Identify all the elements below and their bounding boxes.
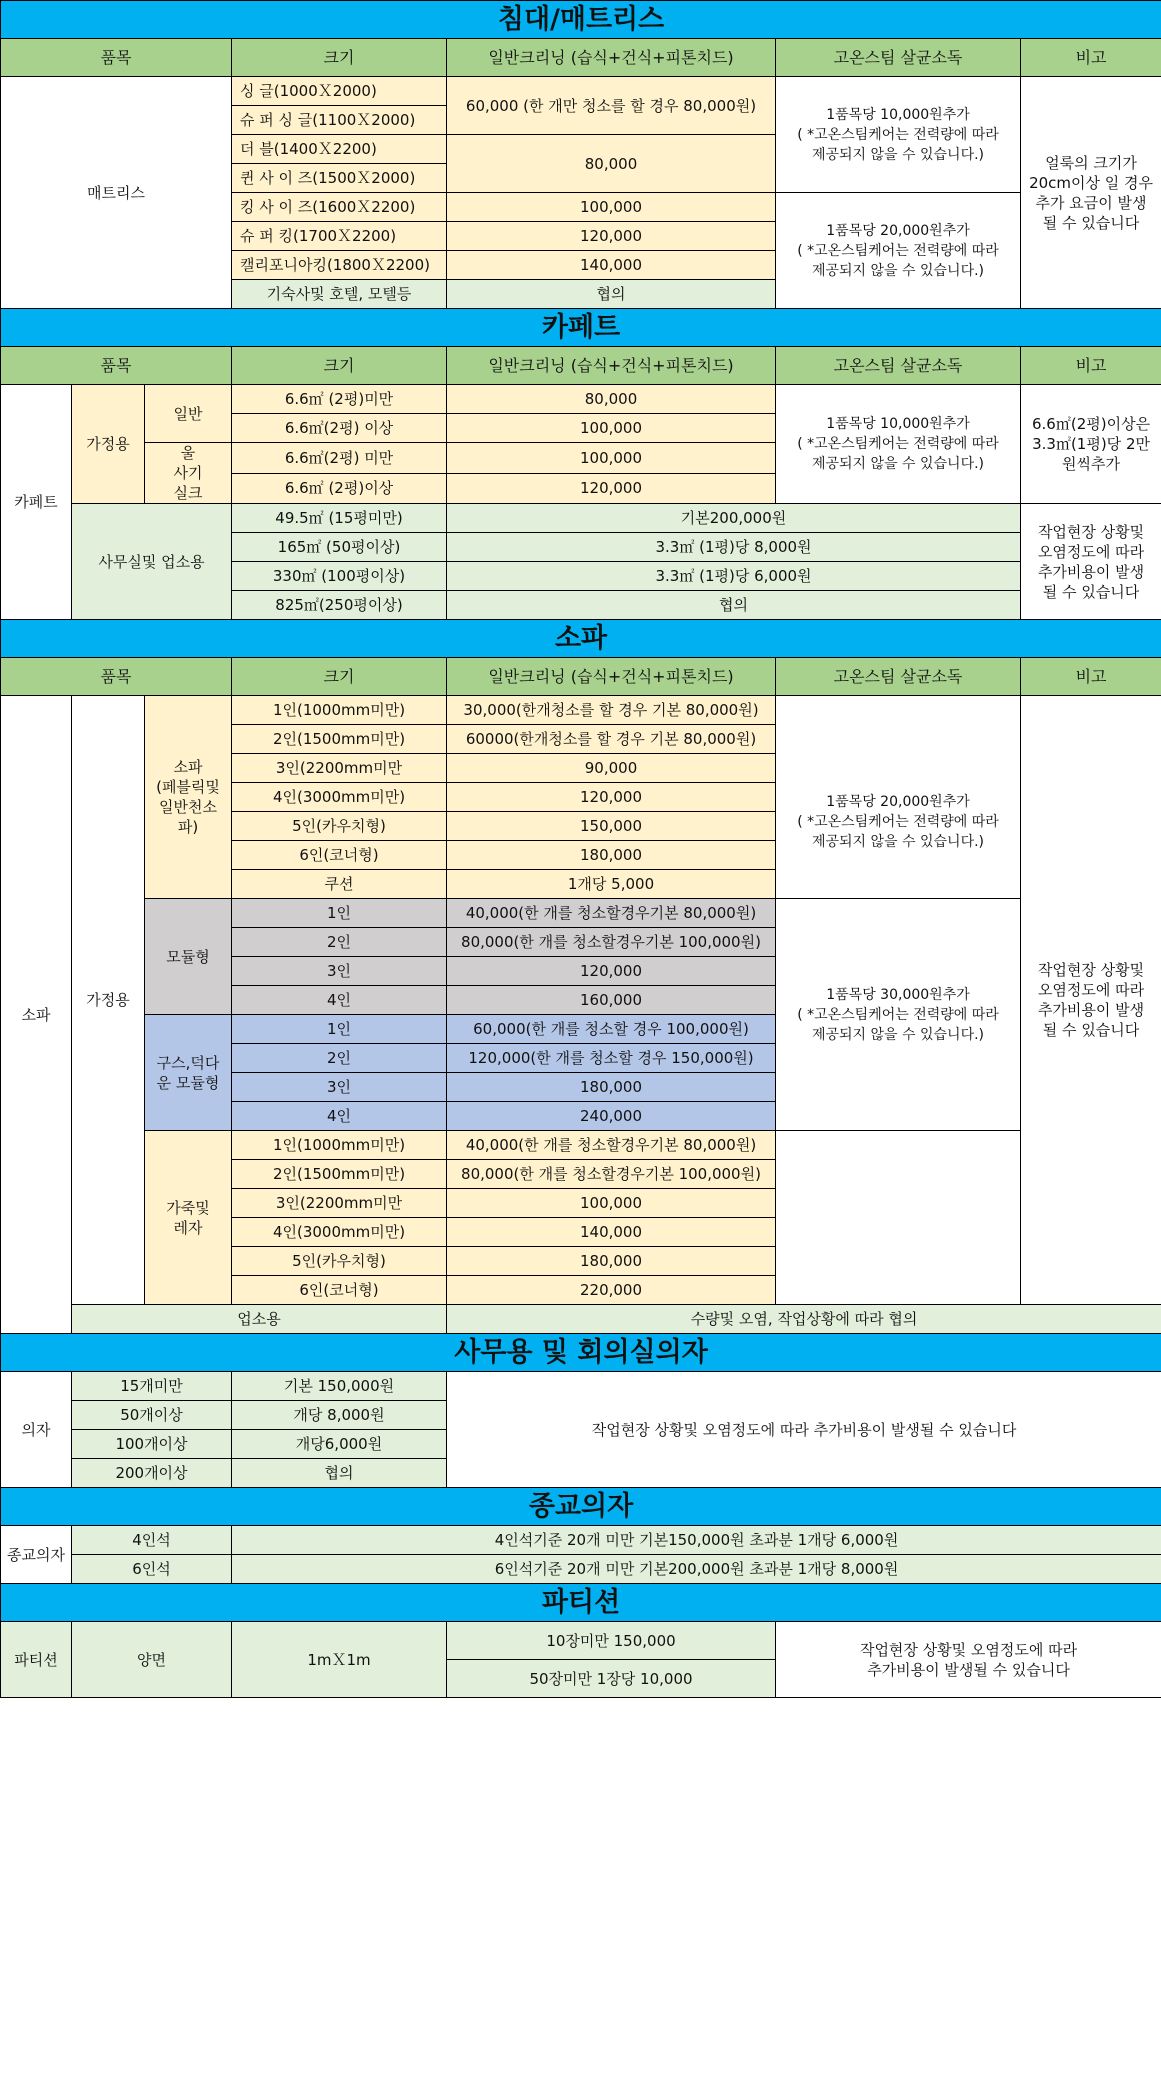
price-cell: 180,000 xyxy=(447,1247,776,1276)
table-row xyxy=(1,1372,1161,1401)
partition-title: 파티션 xyxy=(1,1584,1161,1622)
type-cell: 4인석 xyxy=(72,1526,232,1555)
section-title-chair xyxy=(1,1334,1161,1372)
header-note: 비고 xyxy=(1021,347,1161,385)
header-steam: 고온스팀 살균소독 xyxy=(776,347,1021,385)
carpet-item: 카페트 xyxy=(1,385,72,620)
price-cell: 60,000(한 개를 청소할 경우 100,000원) xyxy=(447,1015,776,1044)
size-cell: 6.6㎡(2평) 이상 xyxy=(232,414,447,443)
size-cell: 1인(1000mm미만) xyxy=(232,1131,447,1160)
price-cell: 240,000 xyxy=(447,1102,776,1131)
sofa-fabric-label: 소파 (페블릭및 일반천소 파) xyxy=(145,696,232,899)
header-steam: 고온스팀 살균소독 xyxy=(776,658,1021,696)
price-cell: 90,000 xyxy=(447,754,776,783)
carpet-office: 사무실및 업소용 xyxy=(72,504,232,620)
size-cell: 6.6㎡ (2평)이상 xyxy=(232,473,447,504)
price-cell: 120,000 xyxy=(447,957,776,986)
header-size: 크기 xyxy=(232,658,447,696)
price-cell: 3.3㎡ (1평)당 6,000원 xyxy=(447,562,1021,591)
steam-cell: 1품목당 20,000원추가 ( *고온스팀케어는 전력량에 따라 제공되지 않을 수 있습니다.) xyxy=(776,193,1021,309)
size-cell: 4인(3000mm미만) xyxy=(232,783,447,812)
price-cell: 6인석기준 20개 미만 기본200,000원 초과분 1개당 8,000원 xyxy=(232,1555,1161,1584)
carpet-home: 가정용 xyxy=(72,385,145,504)
size-cell: 3인 xyxy=(232,1073,447,1102)
partition-note: 작업현장 상황및 오염정도에 따라 추가비용이 발생될 수 있습니다 xyxy=(776,1622,1161,1698)
price-cell: 3.3㎡ (1평)당 8,000원 xyxy=(447,533,1021,562)
section-title-mattress xyxy=(1,1,1161,39)
price-cell: 80,000 xyxy=(447,135,776,193)
section-title-carpet xyxy=(1,309,1161,347)
price-cell: 개당 8,000원 xyxy=(232,1401,447,1430)
price-cell: 100,000 xyxy=(447,1189,776,1218)
size-cell: 49.5㎡ (15평미만) xyxy=(232,504,447,533)
price-cell: 협의 xyxy=(447,591,1021,620)
size-cell: 3인(2200mm미만 xyxy=(232,1189,447,1218)
header-size: 크기 xyxy=(232,347,447,385)
price-cell: 100,000 xyxy=(447,193,776,222)
size-cell: 6.6㎡(2평) 미만 xyxy=(232,443,447,474)
size-cell: 2인 xyxy=(232,928,447,957)
type-cell: 6인석 xyxy=(72,1555,232,1584)
header-note: 비고 xyxy=(1021,658,1161,696)
size-cell: 6.6㎡ (2평)미만 xyxy=(232,385,447,414)
section-title-sofa xyxy=(1,620,1161,658)
header-note: 비고 xyxy=(1021,39,1161,77)
price-cell: 10장미만 150,000 xyxy=(447,1622,776,1660)
header-item: 품목 xyxy=(1,347,232,385)
table-row xyxy=(1,77,1161,106)
price-cell: 30,000(한개청소를 할 경우 기본 80,000원) xyxy=(447,696,776,725)
table-row xyxy=(1,1555,1161,1584)
price-cell: 120,000(한 개를 청소할 경우 150,000원) xyxy=(447,1044,776,1073)
header-steam: 고온스팀 살균소독 xyxy=(776,39,1021,77)
table-row xyxy=(1,696,1161,725)
size-cell: 4인 xyxy=(232,986,447,1015)
qty-cell: 200개이상 xyxy=(72,1459,232,1488)
sofa-business-price: 수량및 오염, 작업상황에 따라 협의 xyxy=(447,1305,1161,1334)
pew-item: 종교의자 xyxy=(1,1526,72,1584)
price-cell: 100,000 xyxy=(447,414,776,443)
section-title-pew xyxy=(1,1488,1161,1526)
size-cell: 4인 xyxy=(232,1102,447,1131)
carpet-title: 카페트 xyxy=(1,309,1161,347)
price-cell: 개당6,000원 xyxy=(232,1430,447,1459)
steam-cell-empty xyxy=(776,1131,1021,1305)
size-cell: 쿠션 xyxy=(232,870,447,899)
header-item: 품목 xyxy=(1,39,232,77)
qty-cell: 15개미만 xyxy=(72,1372,232,1401)
sofa-goose-label: 구스,덕다 운 모듈형 xyxy=(145,1015,232,1131)
size-cell: 캘리포니아킹(1800Ｘ2200) xyxy=(232,251,447,280)
header-size: 크기 xyxy=(232,39,447,77)
pew-title: 종교의자 xyxy=(1,1488,1161,1526)
price-cell: 기본200,000원 xyxy=(447,504,1021,533)
size-cell: 5인(카우치형) xyxy=(232,1247,447,1276)
table-row xyxy=(1,1305,1161,1334)
size-cell: 퀸 사 이 즈(1500Ｘ2000) xyxy=(232,164,447,193)
carpet-header-row xyxy=(1,347,1161,385)
size-cell: 1인 xyxy=(232,899,447,928)
sofa-modular-label: 모듈형 xyxy=(145,899,232,1015)
price-cell: 100,000 xyxy=(447,443,776,474)
qty-cell: 100개이상 xyxy=(72,1430,232,1459)
price-cell: 150,000 xyxy=(447,812,776,841)
table-row xyxy=(1,899,1161,928)
sofa-home: 가정용 xyxy=(72,696,145,1305)
size-cell: 1인 xyxy=(232,1015,447,1044)
size-cell: 3인 xyxy=(232,957,447,986)
size-cell: 1인(1000mm미만) xyxy=(232,696,447,725)
carpet-general-type: 일반 xyxy=(145,385,232,443)
price-cell: 180,000 xyxy=(447,1073,776,1102)
size-cell: 6인(코너형) xyxy=(232,841,447,870)
price-cell: 160,000 xyxy=(447,986,776,1015)
steam-cell: 1품목당 10,000원추가 ( *고온스팀케어는 전력량에 따라 제공되지 않을 수 있습니다.) xyxy=(776,385,1021,504)
sofa-business: 업소용 xyxy=(72,1305,447,1334)
sofa-item: 소파 xyxy=(1,696,72,1334)
table-row xyxy=(1,504,1161,533)
price-cell: 40,000(한 개를 청소할경우기본 80,000원) xyxy=(447,899,776,928)
size-cell: 2인(1500mm미만) xyxy=(232,725,447,754)
price-cell: 80,000(한 개를 청소할경우기본 100,000원) xyxy=(447,1160,776,1189)
size-cell: 6인(코너형) xyxy=(232,1276,447,1305)
price-cell: 60,000 (한 개만 청소를 할 경우 80,000원) xyxy=(447,77,776,135)
size-cell: 슈 퍼 킹(1700Ｘ2200) xyxy=(232,222,447,251)
size-cell: 5인(카우치형) xyxy=(232,812,447,841)
table-row xyxy=(1,1131,1161,1160)
carpet-wool-type: 울 사기 실크 xyxy=(145,443,232,504)
table-row xyxy=(1,385,1161,414)
sofa-title: 소파 xyxy=(1,620,1161,658)
sofa-header-row xyxy=(1,658,1161,696)
table-row xyxy=(1,1526,1161,1555)
table-row xyxy=(1,1622,1161,1660)
chair-note: 작업현장 상황및 오염정도에 따라 추가비용이 발생될 수 있습니다 xyxy=(447,1372,1161,1488)
price-cell: 기본 150,000원 xyxy=(232,1372,447,1401)
price-cell: 1개당 5,000 xyxy=(447,870,776,899)
size-cell: 825㎡(250평이상) xyxy=(232,591,447,620)
price-cell: 협의 xyxy=(232,1459,447,1488)
note-cell: 얼룩의 크기가 20cm이상 일 경우 추가 요금이 발생 될 수 있습니다 xyxy=(1021,77,1161,309)
header-general: 일반크리닝 (습식+건식+피톤치드) xyxy=(447,39,776,77)
header-general: 일반크리닝 (습식+건식+피톤치드) xyxy=(447,347,776,385)
sofa-leather-label: 가죽및 레자 xyxy=(145,1131,232,1305)
steam-cell: 1품목당 30,000원추가 ( *고온스팀케어는 전력량에 따라 제공되지 않을 수 있습니다.) xyxy=(776,899,1021,1131)
size-cell: 2인 xyxy=(232,1044,447,1073)
size-cell: 슈 퍼 싱 글(1100Ｘ2000) xyxy=(232,106,447,135)
note-cell: 6.6㎡(2평)이상은 3.3㎡(1평)당 2만 원씩추가 xyxy=(1021,385,1161,504)
price-cell: 120,000 xyxy=(447,222,776,251)
price-cell: 220,000 xyxy=(447,1276,776,1305)
steam-cell: 1품목당 10,000원추가 ( *고온스팀케어는 전력량에 따라 제공되지 않을 수 있습니다.) xyxy=(776,77,1021,193)
size-cell: 330㎡ (100평이상) xyxy=(232,562,447,591)
size-cell: 165㎡ (50평이상) xyxy=(232,533,447,562)
partition-size: 1mＸ1m xyxy=(232,1622,447,1698)
price-cell: 140,000 xyxy=(447,1218,776,1247)
price-cell: 60000(한개청소를 할 경우 기본 80,000원) xyxy=(447,725,776,754)
size-cell: 4인(3000mm미만) xyxy=(232,1218,447,1247)
price-cell: 180,000 xyxy=(447,841,776,870)
price-cell: 80,000 xyxy=(447,385,776,414)
price-cell: 120,000 xyxy=(447,783,776,812)
chair-title: 사무용 및 회의실의자 xyxy=(1,1334,1161,1372)
price-cell: 4인석기준 20개 미만 기본150,000원 초과분 1개당 6,000원 xyxy=(232,1526,1161,1555)
size-cell: 더 블(1400Ｘ2200) xyxy=(232,135,447,164)
size-cell: 2인(1500mm미만) xyxy=(232,1160,447,1189)
price-cell: 50장미만 1장당 10,000 xyxy=(447,1660,776,1698)
size-cell: 킹 사 이 즈(1600Ｘ2200) xyxy=(232,193,447,222)
price-cell: 40,000(한 개를 청소할경우기본 80,000원) xyxy=(447,1131,776,1160)
mattress-title: 침대/매트리스 xyxy=(1,1,1161,39)
size-cell: 3인(2200mm미만 xyxy=(232,754,447,783)
mattress-item: 매트리스 xyxy=(1,77,232,309)
note-cell: 작업현장 상황및 오염정도에 따라 추가비용이 발생 될 수 있습니다 xyxy=(1021,504,1161,620)
price-cell: 80,000(한 개를 청소할경우기본 100,000원) xyxy=(447,928,776,957)
size-cell: 기숙사및 호텔, 모텔등 xyxy=(232,280,447,309)
note-cell: 작업현장 상황및 오염정도에 따라 추가비용이 발생 될 수 있습니다 xyxy=(1021,696,1161,1305)
price-cell: 120,000 xyxy=(447,473,776,504)
qty-cell: 50개이상 xyxy=(72,1401,232,1430)
mattress-header-row xyxy=(1,39,1161,77)
partition-item: 파티션 xyxy=(1,1622,72,1698)
chair-item: 의자 xyxy=(1,1372,72,1488)
price-cell: 협의 xyxy=(447,280,776,309)
header-general: 일반크리닝 (습식+건식+피톤치드) xyxy=(447,658,776,696)
partition-type: 양면 xyxy=(72,1622,232,1698)
size-cell: 싱 글(1000Ｘ2000) xyxy=(232,77,447,106)
section-title-partition xyxy=(1,1584,1161,1622)
header-item: 품목 xyxy=(1,658,232,696)
steam-cell: 1품목당 20,000원추가 ( *고온스팀케어는 전력량에 따라 제공되지 않을 수 있습니다.) xyxy=(776,696,1021,899)
price-cell: 140,000 xyxy=(447,251,776,280)
